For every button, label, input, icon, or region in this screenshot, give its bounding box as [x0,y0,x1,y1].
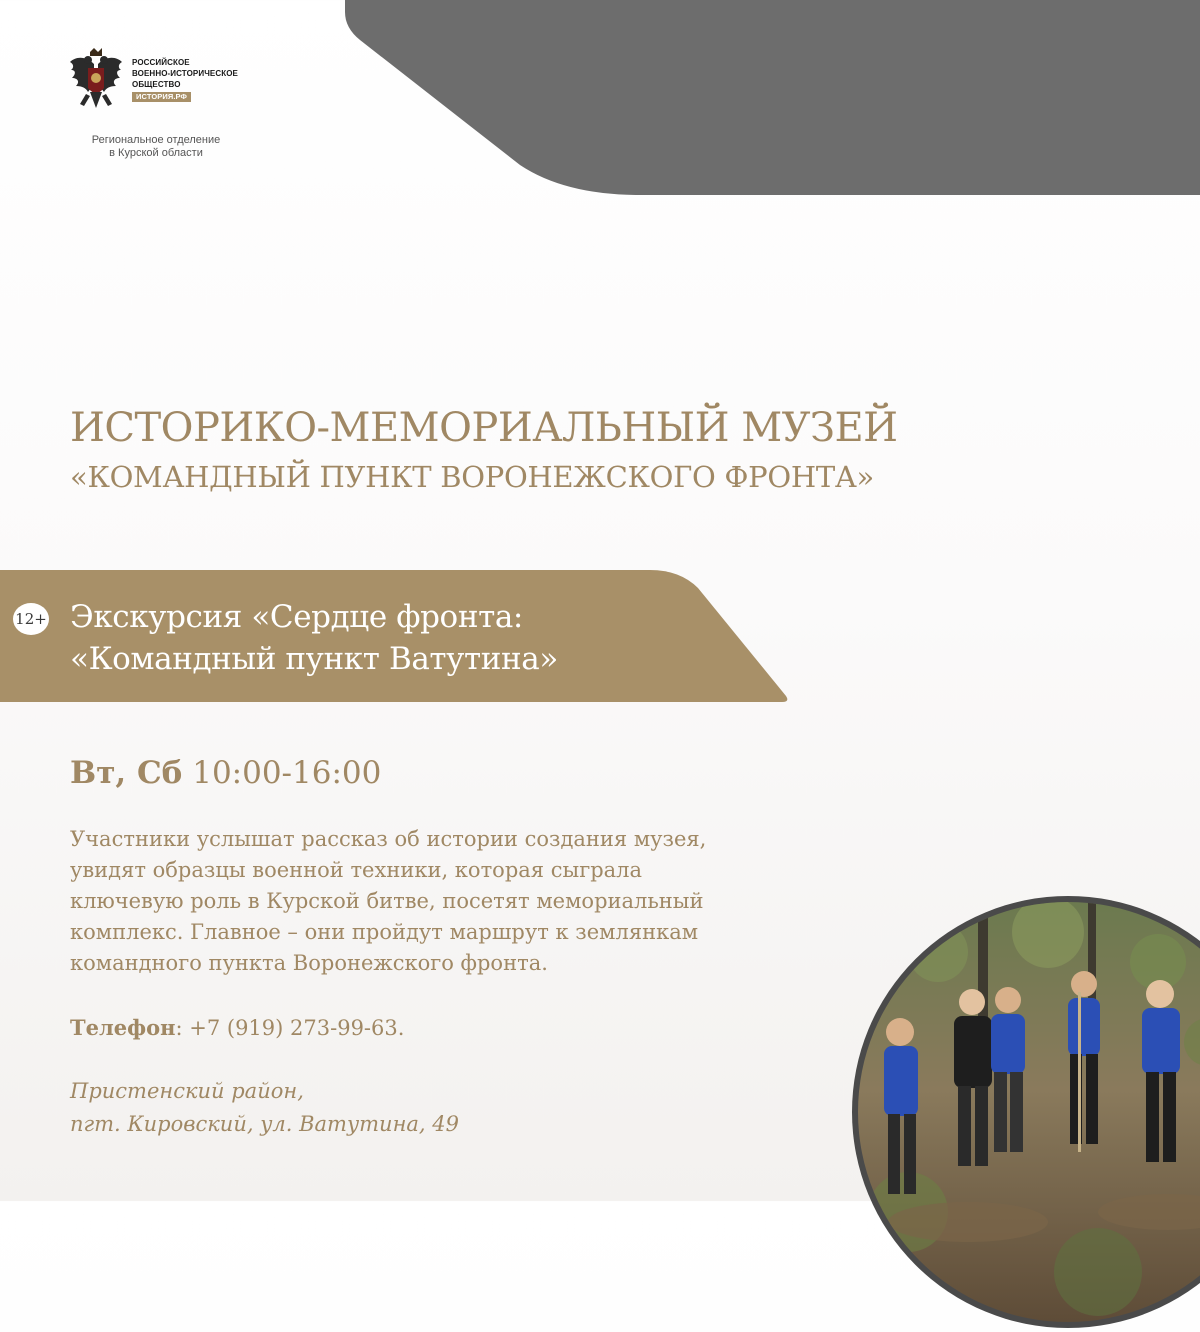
region-line: Региональное отделение [91,134,221,146]
org-name-line: ОБЩЕСТВО [132,80,181,89]
contact-phone [70,1012,404,1044]
org-name-line: ВОЕННО-ИСТОРИЧЕСКОЕ [132,69,238,78]
address [70,1075,459,1141]
description-line: увидят образцы военной техники, которая сыграла [70,858,643,882]
excursion-name [70,596,558,680]
double-headed-eagle-icon [68,48,124,116]
phone-label: Телефон [70,1015,176,1040]
excursion-description [70,824,790,979]
org-name-line: РОССИЙСКОЕ [132,58,190,67]
museum-title-main: ИСТОРИКО-МЕМОРИАЛЬНЫЙ МУЗЕЙ [70,405,898,451]
museum-title-sub: «КОМАНДНЫЙ ПУНКТ ВОРОНЕЖСКОГО ФРОНТА» [70,460,874,494]
description-line: Участники услышат рассказ об истории создания музея, [70,827,707,851]
schedule [70,752,381,794]
schedule-hours: 10:00-16:00 [192,755,382,791]
museum-title [70,400,1070,498]
description-line: ключевую роль в Курской битве, посетят мемориальный [70,889,704,913]
participants-photo [848,892,1200,1332]
address-line: пгт. Кировский, ул. Ватутина, 49 [70,1112,460,1136]
regional-branch-label [72,134,240,160]
description-line: командного пункта Воронежского фронта. [70,951,548,975]
excursion-name-line: Экскурсия «Сердце фронта: [70,599,523,635]
organization-logo [68,48,268,168]
site-badge: ИСТОРИЯ.РФ [132,92,191,102]
phone-separator: : [175,1016,190,1040]
phone-number[interactable]: +7 (919) 273-99-63. [189,1016,405,1040]
age-rating-badge: 12+ [13,603,49,635]
description-line: комплекс. Главное – они пройдут маршрут к землянкам [70,920,699,944]
schedule-days: Вт, Сб [70,755,183,791]
region-line: в Курской области [109,147,203,159]
organization-name [132,57,272,102]
address-line: Пристенский район, [70,1079,304,1103]
excursion-name-line: «Командный пункт Ватутина» [70,641,558,677]
